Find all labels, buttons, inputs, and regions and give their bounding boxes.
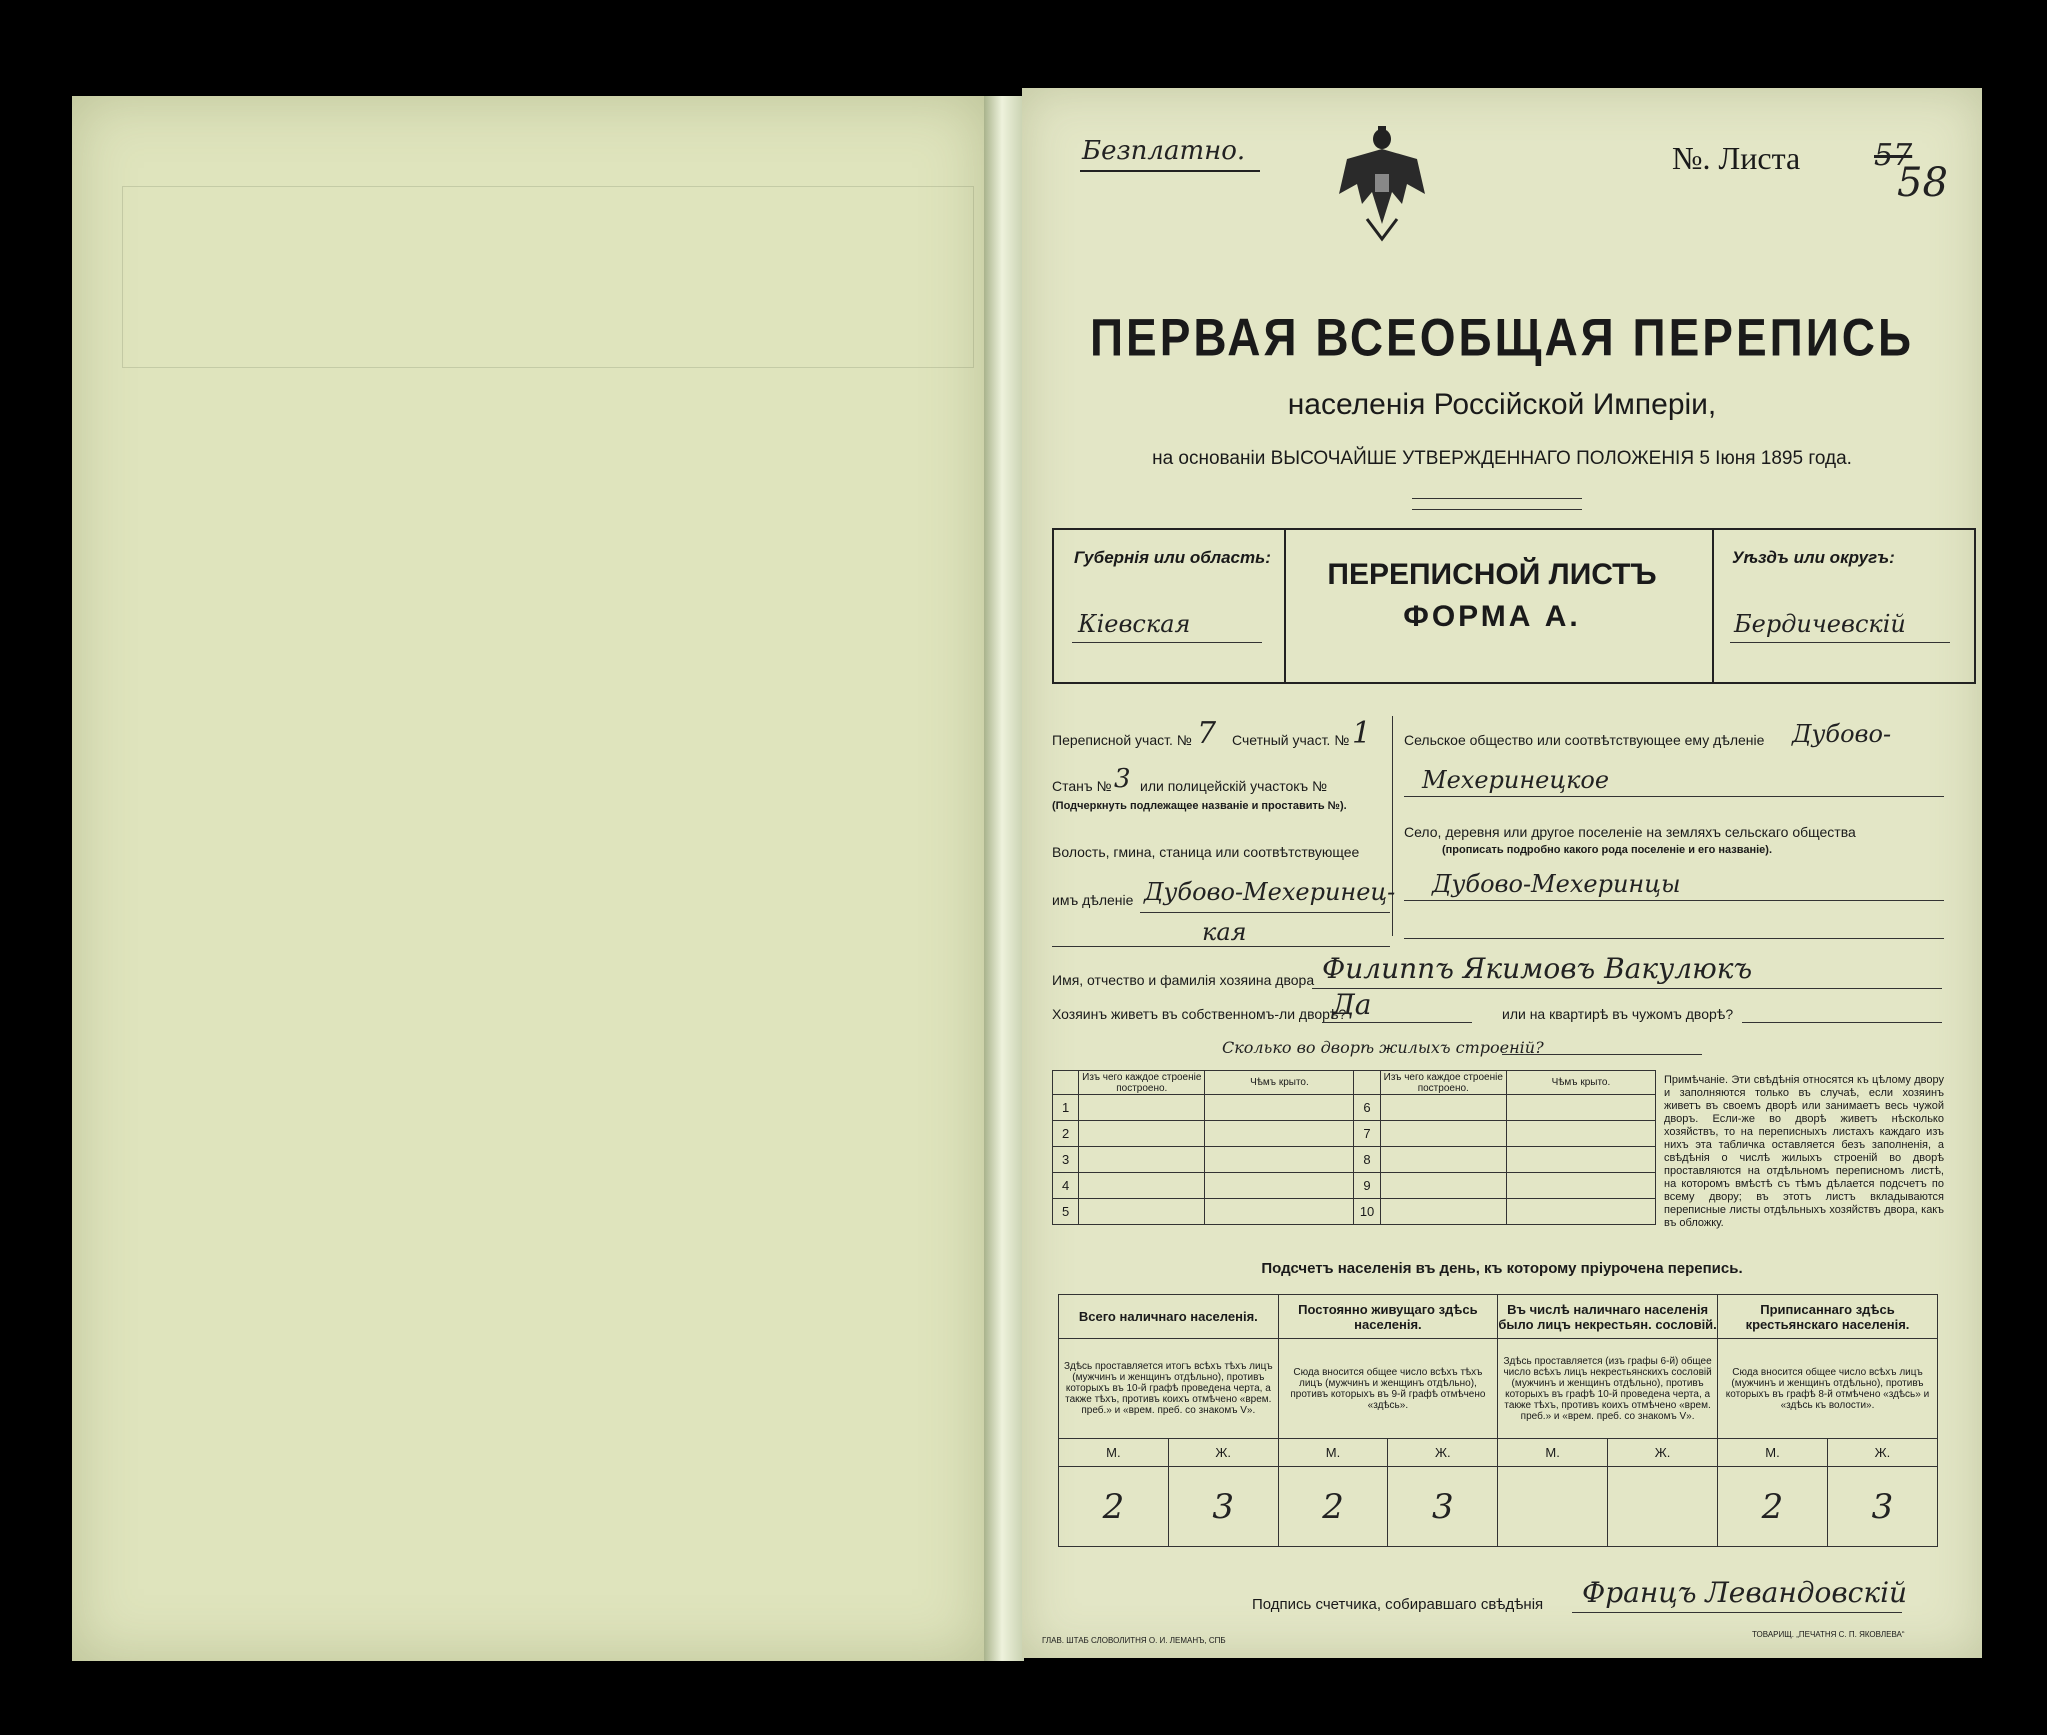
count-value: 2	[1717, 1467, 1827, 1547]
volost-value-2: кая	[1202, 918, 1247, 946]
police-label: или полицейскій участокъ №	[1140, 778, 1328, 794]
owner-lives-value: Да	[1332, 988, 1372, 1021]
buildings-question: Сколько во дворѣ жилыхъ строеній?	[1222, 1038, 1544, 1057]
imperial-eagle-emblem	[1337, 124, 1427, 244]
village-label: Село, деревня или другое поселеніе на земляхъ сельскаго общества	[1404, 824, 1856, 840]
main-title: ПЕРВАЯ ВСЕОБЩАЯ ПЕРЕПИСЬ	[1089, 307, 1915, 367]
book-spine	[984, 96, 1024, 1661]
left-page	[72, 96, 984, 1661]
count-desc-nonpeasant: Здѣсь проставляется (изъ графы 6-й) общее число всѣхъ лицъ некрестьянскихъ сословій (мужчинъ и женщинъ отдѣльно), противъ которыхъ въ графѣ 10-й проведена черта, а также тѣхъ, противъ коихъ отмѣчено «врем. преб.» и «врем. преб. со знакомъ V».	[1498, 1339, 1718, 1439]
col-zh: Ж.	[1827, 1439, 1937, 1467]
perepis-uchast-value: 7	[1197, 716, 1217, 751]
gubernia-box	[1052, 528, 1286, 684]
col-m: М.	[1717, 1439, 1827, 1467]
perepis-uchast-label: Переписной участ. №	[1052, 732, 1192, 748]
count-desc-peasant: Сюда вносится общее число всѣхъ лицъ (мужчинъ и женщинъ отдѣльно), противъ которыхъ въ графѣ 8-й отмѣчено «здѣсь» и «здѣсь къ волости».	[1717, 1339, 1937, 1439]
table-row: 5	[1053, 1199, 1079, 1225]
buildings-col-material-2: Изъ чего каждое строеніе построено.	[1380, 1071, 1506, 1095]
buildings-col-roof: Чѣмъ крыто.	[1205, 1071, 1354, 1095]
basis-line: на основаніи ВЫСОЧАЙШЕ УТВЕРЖДЕННАГО ПОЛОЖЕНІЯ 5 Іюня 1895 года.	[1152, 448, 1852, 469]
col-m: М.	[1059, 1439, 1169, 1467]
sheet-number-new: 58	[1897, 160, 1948, 206]
free-label: Безплатно.	[1082, 136, 1246, 166]
owner-name-value: Филиппъ Якимовъ Вакулюкъ	[1322, 952, 1753, 985]
count-value: 2	[1059, 1467, 1169, 1547]
table-row: 4	[1053, 1173, 1079, 1199]
gubernia-label: Губернія или область:	[1074, 548, 1271, 567]
signature-value: Францъ Левандовскій	[1582, 1576, 1908, 1609]
society-label: Сельское общество или соотвѣтствующее ему дѣленіе	[1404, 732, 1765, 748]
buildings-col-material: Изъ чего каждое строеніе построено.	[1079, 1071, 1205, 1095]
stan-value: 3	[1114, 764, 1131, 794]
underline-note: (Подчеркнуть подлежащее названіе и проставить №).	[1052, 800, 1347, 812]
table-row: 9	[1354, 1173, 1380, 1199]
uezd-box	[1712, 528, 1976, 684]
count-desc-resident: Сюда вносится общее число всѣхъ тѣхъ лицъ (мужчинъ и женщинъ отдѣльно), противъ которыхъ въ 9-й графѣ отмѣчено «здѣсь».	[1278, 1339, 1498, 1439]
buildings-table	[1052, 1070, 1656, 1225]
count-header-nonpeasant: Въ числѣ наличнаго населенія было лицъ некрестьян. сословій.	[1498, 1295, 1718, 1339]
gubernia-value: Кіевская	[1078, 610, 1191, 638]
table-row: 6	[1354, 1095, 1380, 1121]
count-header-peasant: Приписаннаго здѣсь крестьянскаго населенія.	[1717, 1295, 1937, 1339]
society-value: Дубово-	[1792, 720, 1892, 748]
count-value: 3	[1827, 1467, 1937, 1547]
village-value: Дубово-Мехеринцы	[1432, 870, 1681, 898]
count-value	[1498, 1467, 1608, 1547]
count-header-resident: Постоянно живущаго здѣсь населенія.	[1278, 1295, 1498, 1339]
owner-name-label: Имя, отчество и фамилія хозяина двора	[1052, 972, 1315, 988]
table-row: 3	[1053, 1147, 1079, 1173]
volost-label-2: имъ дѣленіе	[1052, 892, 1134, 908]
volost-value: Дубово-Мехеринец-	[1144, 878, 1396, 906]
col-zh: Ж.	[1608, 1439, 1718, 1467]
schetny-uchast-value: 1	[1352, 716, 1372, 751]
volost-label: Волость, гмина, станица или соотвѣтствующее	[1052, 844, 1360, 860]
society-value-2: Мехеринецкое	[1422, 766, 1610, 794]
table-row: 10	[1354, 1199, 1380, 1225]
count-header-total: Всего наличнаго населенія.	[1059, 1295, 1279, 1339]
census-form-page	[1022, 88, 1982, 1658]
table-row: 8	[1354, 1147, 1380, 1173]
table-row: 2	[1053, 1121, 1079, 1147]
sheet-number-label: №. Листа	[1672, 140, 1801, 176]
village-note: (прописать подробно какого рода поселеніе и его названіе).	[1442, 844, 1773, 856]
sub-title: населенія Россійской Имперіи,	[1287, 388, 1717, 421]
uezd-value: Бердичевскій	[1734, 610, 1906, 638]
count-title: Подсчетъ населенія въ день, къ которому пріурочена перепись.	[1261, 1260, 1743, 1277]
bleed-through-table	[122, 186, 974, 368]
buildings-col-roof-2: Чѣмъ крыто.	[1506, 1071, 1655, 1095]
apartment-label: или на квартирѣ въ чужомъ дворѣ?	[1502, 1006, 1734, 1022]
col-zh: Ж.	[1388, 1439, 1498, 1467]
signature-label: Подпись счетчика, собиравшаго свѣдѣнія	[1252, 1596, 1544, 1613]
note-text: Примѣчаніе. Эти свѣдѣнія относятся къ цѣлому двору и заполняются только въ случаѣ, если хозяинъ живетъ въ своемъ дворѣ или занимаетъ весь чужой дворъ. Если-же во дворѣ живетъ нѣсколько хозяйствъ, то на переписныхъ листахъ каждаго изъ нихъ эта табличка оставляется безъ заполненія, а свѣдѣнія о числѣ жилыхъ строеній во дворѣ проставляются на отдѣльномъ переписномъ листѣ, на которомъ вмѣстѣ съ тѣмъ дѣлается подсчетъ по всему двору; въ этотъ листъ вкладываются переписные листы отдѣльныхъ хозяйствъ двора, какъ въ обложку.	[1664, 1074, 1944, 1229]
uezd-label: Уѣздъ или округъ:	[1732, 548, 1895, 567]
printer-left: ГЛАВ. ШТАБ СЛОВОЛИТНЯ О. И. ЛЕМАНЪ, СПБ	[1042, 1636, 1226, 1645]
ornament-divider	[1412, 498, 1582, 510]
printer-right: ТОВАРИЩ. „ПЕЧАТНЯ С. П. ЯКОВЛЕВА“	[1752, 1630, 1905, 1639]
form-subtitle: ФОРМА А.	[1403, 600, 1581, 633]
stan-label: Станъ №	[1052, 778, 1112, 794]
count-desc-total: Здѣсь проставляется итогъ всѣхъ тѣхъ лицъ (мужчинъ и женщинъ отдѣльно), противъ которыхъ въ 10-й графѣ проведена черта, а также тѣхъ, противъ коихъ отмѣчено «врем. преб.» и «врем. преб. со знакомъ V».	[1059, 1339, 1279, 1439]
owner-lives-label: Хозяинъ живетъ въ собственномъ-ли дворѣ?	[1052, 1006, 1347, 1022]
table-row: 7	[1354, 1121, 1380, 1147]
col-m: М.	[1278, 1439, 1388, 1467]
count-value: 2	[1278, 1467, 1388, 1547]
schetny-uchast-label: Счетный участ. №	[1232, 732, 1350, 748]
count-value: 3	[1388, 1467, 1498, 1547]
col-zh: Ж.	[1168, 1439, 1278, 1467]
count-value	[1608, 1467, 1718, 1547]
col-m: М.	[1498, 1439, 1608, 1467]
sheet-number-crossed: 57	[1874, 138, 1913, 173]
count-value: 3	[1168, 1467, 1278, 1547]
table-row: 1	[1053, 1095, 1079, 1121]
population-count-table	[1058, 1294, 1938, 1547]
form-title: ПЕРЕПИСНОЙ ЛИСТЪ	[1327, 558, 1657, 591]
